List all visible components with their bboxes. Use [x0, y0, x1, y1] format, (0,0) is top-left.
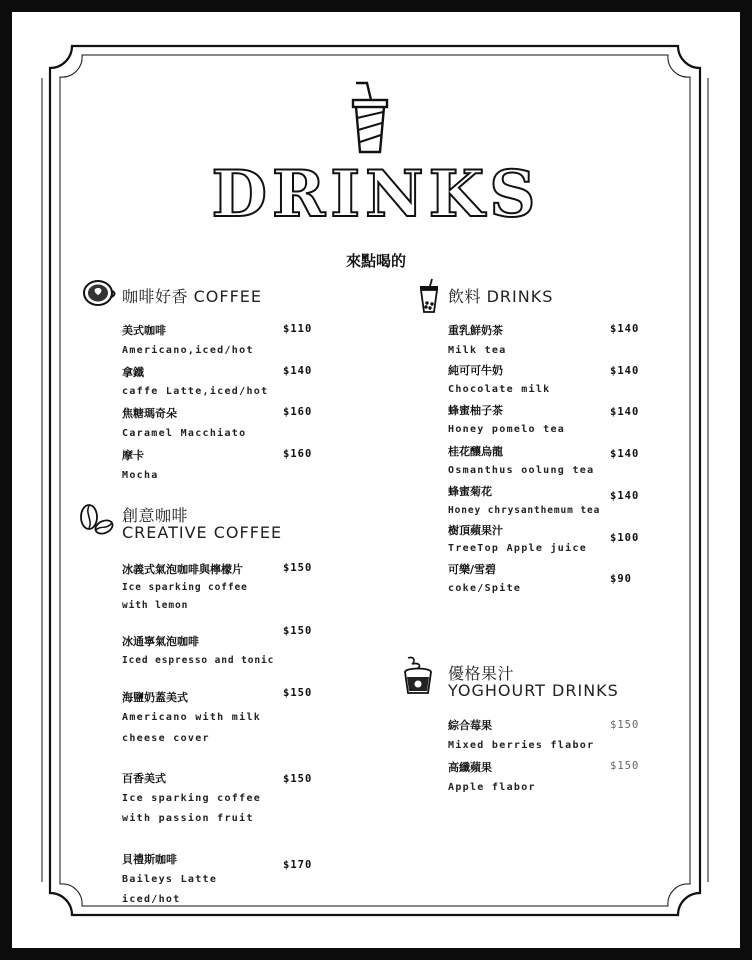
menu-item-price: $160: [283, 448, 313, 460]
menu-item-name: 貝禮斯咖啡: [122, 853, 177, 866]
menu-item-name: 摩卡: [122, 449, 144, 462]
section-title-drinks: [448, 284, 553, 307]
section-title-yoghurt-en: YOGHOURT DRINKS: [448, 681, 619, 700]
menu-item-price: $160: [283, 406, 313, 418]
menu-item-desc: Iced espresso and tonic: [122, 655, 275, 666]
section-title-coffee: [122, 284, 262, 307]
menu-item-desc: with lemon: [122, 600, 189, 611]
page-subtitle: 來點喝的: [345, 252, 406, 270]
menu-item-name: 重乳鮮奶茶: [448, 324, 503, 337]
bubble-tea-icon: [418, 278, 440, 314]
menu-item-name: 蜂蜜柚子茶: [448, 404, 503, 417]
menu-item-price: $150: [283, 562, 313, 574]
menu-item-price: $140: [610, 406, 640, 418]
section-title-en: DRINKS: [486, 287, 554, 306]
section-title-zh: 飲料: [448, 287, 482, 306]
menu-item-price: $140: [610, 490, 640, 502]
section-title-creative-zh: 創意咖啡: [122, 506, 189, 525]
section-title-creative-en: CREATIVE COFFEE: [122, 523, 283, 542]
menu-item-desc: Honey chrysanthemum tea: [448, 505, 601, 516]
menu-item-price: $150: [610, 719, 640, 731]
menu-item-desc: Ice sparking coffee: [122, 582, 248, 593]
section-title-yoghurt-zh: 優格果汁: [448, 664, 515, 683]
menu-item-desc: coke/Spite: [448, 583, 522, 594]
menu-item-desc: Chocolate milk: [448, 384, 551, 395]
menu-item-desc: Mocha: [122, 470, 159, 481]
menu-item-price: $140: [610, 365, 640, 377]
latte-cup-icon: [82, 279, 118, 307]
menu-item-price: $150: [283, 773, 313, 785]
menu-item-price: $170: [283, 859, 313, 871]
menu-item-desc: cheese cover: [122, 733, 210, 744]
menu-item-name: 蜂蜜菊花: [448, 485, 492, 498]
section-title-zh: 咖啡好香: [122, 287, 189, 306]
menu-item-desc: Americano with milk: [122, 712, 262, 723]
menu-item-name: 焦糖瑪奇朵: [122, 407, 177, 420]
menu-item-name: 海鹽奶蓋美式: [122, 691, 188, 704]
menu-item-name: 桂花釀烏龍: [448, 445, 503, 458]
menu-item-name: 可樂/雪碧: [448, 563, 497, 576]
menu-item-price: $150: [610, 760, 640, 772]
menu-item-desc: Osmanthus oolung tea: [448, 465, 595, 476]
menu-item-name: 高纖蘋果: [448, 761, 492, 774]
menu-item-name: 冰義式氣泡咖啡與檸檬片: [122, 563, 243, 576]
menu-item-price: $110: [283, 323, 313, 335]
menu-item-name: 美式咖啡: [122, 324, 166, 337]
drink-cup-icon: [350, 80, 390, 156]
menu-item-desc: Mixed berries flabor: [448, 740, 595, 751]
menu-item-name: 冰通寧氣泡咖啡: [122, 635, 199, 648]
menu-item-desc: Honey pomelo tea: [448, 424, 566, 435]
menu-item-price: $140: [283, 365, 313, 377]
menu-item-name: 拿鐵: [122, 366, 144, 379]
menu-item-desc: Milk tea: [448, 345, 507, 356]
menu-item-name: 百香美式: [122, 772, 166, 785]
menu-item-price: $100: [610, 532, 640, 544]
menu-item-desc: caffe Latte,iced/hot: [122, 386, 269, 397]
menu-item-desc: iced/hot: [122, 894, 181, 905]
yoghurt-cup-icon: [400, 655, 436, 697]
menu-item-name: 純可可牛奶: [448, 364, 503, 377]
section-title-en: COFFEE: [193, 287, 262, 306]
menu-item-desc: with passion fruit: [122, 813, 254, 824]
menu-item-price: $90: [610, 573, 632, 585]
menu-item-desc: Caramel Macchiato: [122, 428, 247, 439]
menu-item-desc: Baileys Latte: [122, 874, 218, 885]
menu-item-price: $150: [283, 687, 313, 699]
menu-item-desc: Ice sparking coffee: [122, 793, 262, 804]
coffee-beans-icon: [78, 503, 116, 537]
menu-item-price: $140: [610, 448, 640, 460]
menu-item-price: $150: [283, 625, 313, 637]
menu-item-name: 綜合莓果: [448, 719, 492, 732]
menu-item-desc: Americano,iced/hot: [122, 345, 254, 356]
menu-item-name: 樹頂蘋果汁: [448, 524, 503, 537]
page-title: DRINKS: [211, 157, 541, 232]
menu-item-price: $140: [610, 323, 640, 335]
menu-item-desc: TreeTop Apple juice: [448, 543, 588, 554]
menu-item-desc: Apple flabor: [448, 782, 536, 793]
